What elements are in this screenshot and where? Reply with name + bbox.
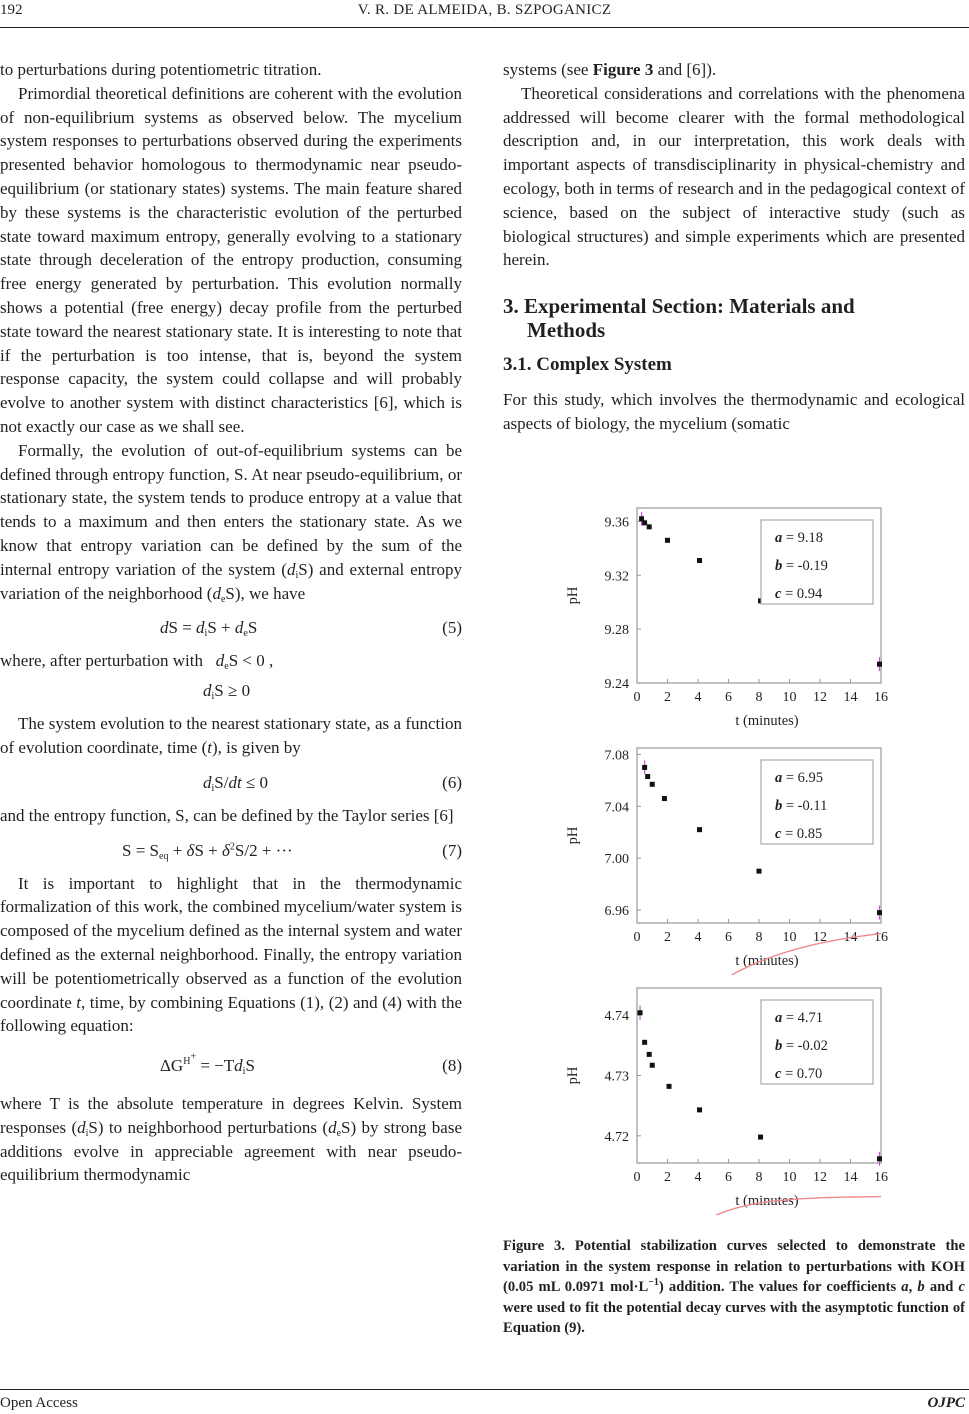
data-point <box>757 869 762 874</box>
data-point <box>642 1040 647 1045</box>
x-tick-label: 12 <box>813 690 827 705</box>
y-tick-label: 7.04 <box>604 800 629 816</box>
x-tick-label: 2 <box>664 1170 671 1185</box>
legend-coefficient: c = 0.94 <box>775 586 823 602</box>
footer-open-access: Open Access <box>0 1395 78 1411</box>
data-point <box>650 1063 655 1068</box>
legend-coefficient: c = 0.70 <box>775 1066 823 1082</box>
data-point <box>645 774 650 779</box>
y-tick-label: 9.28 <box>604 623 629 639</box>
paragraph: where, after perturbation with $d_eS < 0$ , <box>0 651 274 673</box>
page-number: 192 <box>0 2 23 18</box>
left-column <box>0 58 462 1187</box>
x-tick-label: 4 <box>694 690 702 705</box>
equation-inequality: $d_iS \ge 0$ <box>203 681 251 703</box>
x-tick-label: 0 <box>633 1170 641 1185</box>
chart-panel-3 <box>545 980 905 1215</box>
data-point <box>877 910 882 915</box>
x-tick-label: 4 <box>694 1170 702 1185</box>
chart-2 <box>545 740 905 975</box>
x-tick-label: 4 <box>694 930 702 945</box>
y-tick-label: 9.24 <box>604 677 629 692</box>
section-heading: 3. Experimental Section: Materials and Methods <box>503 294 855 343</box>
x-tick-label: 10 <box>782 1170 797 1185</box>
x-tick-label: 8 <box>755 1170 763 1185</box>
paragraph: For this study, which involves the thermodynamic and ecological aspects of biology, the mycelium (somatic <box>503 390 965 433</box>
data-point <box>642 520 647 525</box>
figure-caption: Figure 3. Potential stabilization curves selected to demonstrate the variation in the system response in relation to perturbations with KOH (0.05 mL 0.0971 $mol\cdot L^{-1}$) addition. The values for coefficients a, b and c were used to fit the potential decay curves with the asymptotic function of Equation (9). <box>503 1238 966 1337</box>
y-tick-label: 7.08 <box>604 748 629 764</box>
x-axis-label: t (minutes) <box>735 1193 799 1209</box>
x-tick-label: 8 <box>755 690 763 705</box>
x-tick-label: 14 <box>843 690 858 705</box>
data-point <box>697 1107 702 1112</box>
data-point <box>647 1052 652 1057</box>
data-point <box>642 765 647 770</box>
x-tick-label: 0 <box>633 930 641 945</box>
equation-6: $d_iS/dt \le 0$ (6) <box>203 772 462 794</box>
x-tick-label: 6 <box>725 1170 732 1185</box>
legend-coefficient: a = 4.71 <box>775 1010 824 1026</box>
data-point <box>638 1010 643 1015</box>
paragraph: where T is the absolute temperature in degrees Kelvin. System responses $(d_iS)$ to neighborhood perturbations $(d_eS)$ by strong base additions evolve in appreciable agreement with near pseudo-equilibrium thermodynamic <box>0 1094 462 1185</box>
header-rule <box>0 27 969 28</box>
data-point <box>758 1135 763 1140</box>
paragraph: It is important to highlight that in the thermodynamic formalization of this work, the combined mycelium/water system is composed of the mycelium defined as the internal system and water defined as the external neighborhood. Finally, the entropy variation will be potentiometrically observed as a function of the evolution coordinate t, time, by combining Equations (1), (2) and (4) with the following equation: <box>0 873 462 1036</box>
x-tick-label: 2 <box>664 930 671 945</box>
legend-coefficient: a = 9.18 <box>775 530 824 546</box>
x-tick-label: 0 <box>633 690 641 705</box>
data-point <box>662 796 667 801</box>
figure-reference[interactable]: Figure 3 <box>592 60 654 79</box>
paragraph: Formally, the evolution of out-of-equilibrium systems can be defined through entropy function, S. At near pseudo-equilibrium, or stationary state, the system tends to produce entropy at a value that tends to a maximum and then enters the stationary state. As we know that entropy variation can be defined by the sum of the internal entropy variation of the system $(d_iS)$ and external entropy variation of the neighborhood $(d_eS)$, we have <box>0 440 462 605</box>
data-point <box>697 558 702 563</box>
y-tick-label: 4.74 <box>604 1009 629 1025</box>
subsection-heading: 3.1. Complex System <box>503 354 672 376</box>
legend-coefficient: c = 0.85 <box>775 826 823 842</box>
chart-panel-1 <box>545 500 905 735</box>
data-point <box>877 662 882 667</box>
x-tick-label: 16 <box>874 1170 888 1185</box>
chart-1 <box>545 500 905 735</box>
running-header <box>0 2 969 22</box>
x-tick-label: 10 <box>782 930 797 945</box>
x-tick-label: 16 <box>874 930 888 945</box>
y-tick-label: 9.32 <box>604 569 629 585</box>
x-tick-label: 12 <box>813 1170 827 1185</box>
x-axis-label: t (minutes) <box>735 713 799 729</box>
equation-8: $\Delta G^{H^+} = -Td_iS$ (8) <box>160 1052 462 1078</box>
y-axis-label: pH <box>565 826 581 845</box>
legend-coefficient: b = -0.19 <box>775 558 828 574</box>
footer-rule <box>0 1389 969 1390</box>
data-point <box>647 524 652 529</box>
data-point <box>877 1156 882 1161</box>
y-tick-label: 9.36 <box>604 515 629 531</box>
data-point <box>665 538 670 543</box>
y-axis-label: pH <box>565 1066 581 1085</box>
y-tick-label: 7.00 <box>604 852 629 868</box>
data-point <box>650 782 655 787</box>
x-tick-label: 10 <box>782 690 797 705</box>
right-column <box>503 58 965 436</box>
data-point <box>667 1084 672 1089</box>
y-tick-label: 4.73 <box>604 1069 629 1085</box>
equation-5: dS = $d_iS + d_eS$ (5) <box>160 618 462 640</box>
x-tick-label: 14 <box>843 1170 858 1185</box>
x-axis-label: t (minutes) <box>735 953 799 969</box>
paragraph: to perturbations during potentiometric titration. <box>0 60 322 79</box>
x-tick-label: 6 <box>725 930 732 945</box>
paragraph: Theoretical considerations and correlations with the phenomena addressed will become clearer with the formal methodological description and, in our interpretation, this work deals with important aspects of transdisciplinarity in physical-chemistry and ecology, both in terms of research and in the pedagogical context of science, based on the subject of interactive study (such as biological structures) and simple experiments which are presented herein. <box>503 83 965 270</box>
legend-coefficient: a = 6.95 <box>775 770 824 786</box>
x-tick-label: 16 <box>874 690 888 705</box>
chart-panel-2 <box>545 740 905 975</box>
legend-coefficient: b = -0.11 <box>775 798 828 814</box>
paragraph: The system evolution to the nearest stationary state, as a function of evolution coordinate, time (t), is given by <box>0 714 462 757</box>
data-point <box>697 827 702 832</box>
y-axis-label: pH <box>565 586 581 605</box>
x-tick-label: 8 <box>755 930 763 945</box>
y-tick-label: 4.72 <box>604 1129 629 1145</box>
y-tick-label: 6.96 <box>604 904 629 920</box>
running-authors: V. R. DE ALMEIDA, B. SZPOGANICZ <box>357 2 612 18</box>
chart-3 <box>545 980 905 1215</box>
legend-coefficient: b = -0.02 <box>775 1038 828 1054</box>
x-tick-label: 14 <box>843 930 858 945</box>
x-tick-label: 2 <box>664 690 671 705</box>
equation-7: $S = S_{eq} + \delta S + \delta^2S/2$ + ··· (7) <box>122 840 462 862</box>
paragraph: systems (see Figure 3 and [6]). <box>503 60 717 79</box>
paragraph: and the entropy function, S, can be defined by the Taylor series [6] <box>0 805 454 825</box>
paragraph: Primordial theoretical definitions are coherent with the evolution of non-equilibrium systems as observed below. The mycelium system responses to perturbations observed during the experiments presented behavior homologous to thermodynamic near pseudo-equilibrium (or stationary states) systems. The main feature shared by these systems is the characteristic evolution of the perturbed state toward maximum entropy, generally evolving to a stationary state through deceleration of the entropy production, consuming free energy generated by perturbation. This evolution normally shows a potential (free energy) decay profile from the perturbed state toward the nearest stationary state. It is interesting to note that if the perturbation is too intense, that is, beyond the system response capacity, the system could collapse and will probably evolve to another system with distinct characteristics [6], which is not exactly our case as we shall see. <box>0 83 462 436</box>
footer-journal: OJPC <box>927 1395 965 1411</box>
x-tick-label: 12 <box>813 930 827 945</box>
x-tick-label: 6 <box>725 690 732 705</box>
